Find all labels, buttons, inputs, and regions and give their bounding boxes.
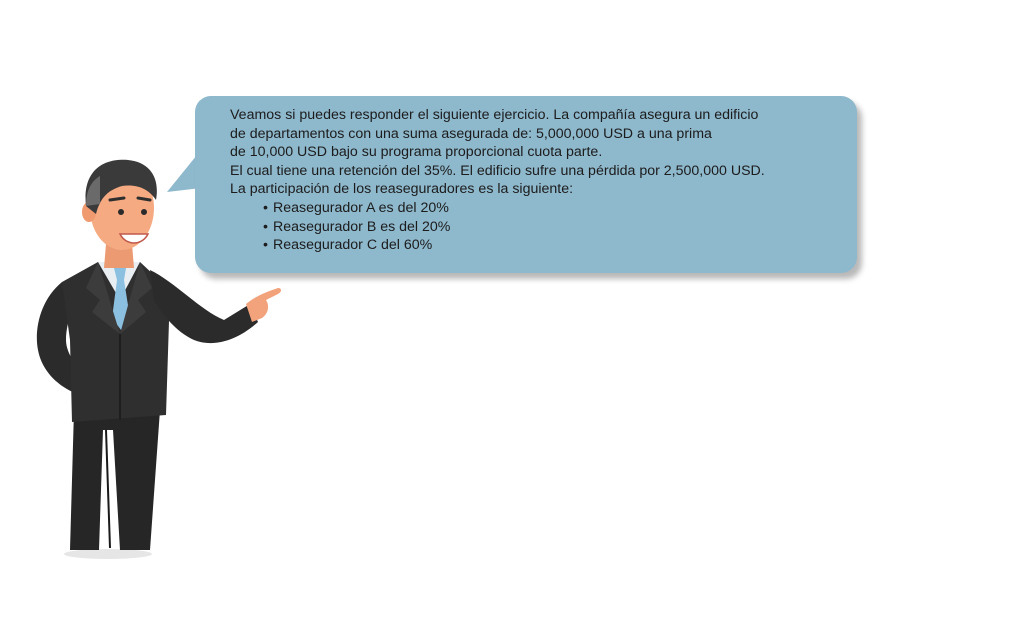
reinsurer-item: • Reasegurador A es del 20% [263,199,845,218]
reinsurer-list [230,199,845,255]
bubble-text-line: El cual tiene una retención del 35%. El edificio sufre una pérdida por 2,500,000 USD. [230,162,765,179]
presenter-character [0,0,320,620]
reinsurer-item: • Reasegurador C del 60% [263,236,845,255]
bubble-text-line: La participación de los reaseguradores es la siguiente: [230,181,574,198]
bubble-text-line: de departamentos con una suma asegurada de: 5,000,000 USD a una prima [230,125,712,142]
speech-bubble [195,96,857,273]
bubble-text-line: de 10,000 USD bajo su programa proporcional cuota parte. [230,144,603,161]
bubble-text-line: Veamos si puedes responder el siguiente ejercicio. La compañía asegura un edificio [230,107,759,123]
reinsurer-item: • Reasegurador B es del 20% [263,218,845,237]
